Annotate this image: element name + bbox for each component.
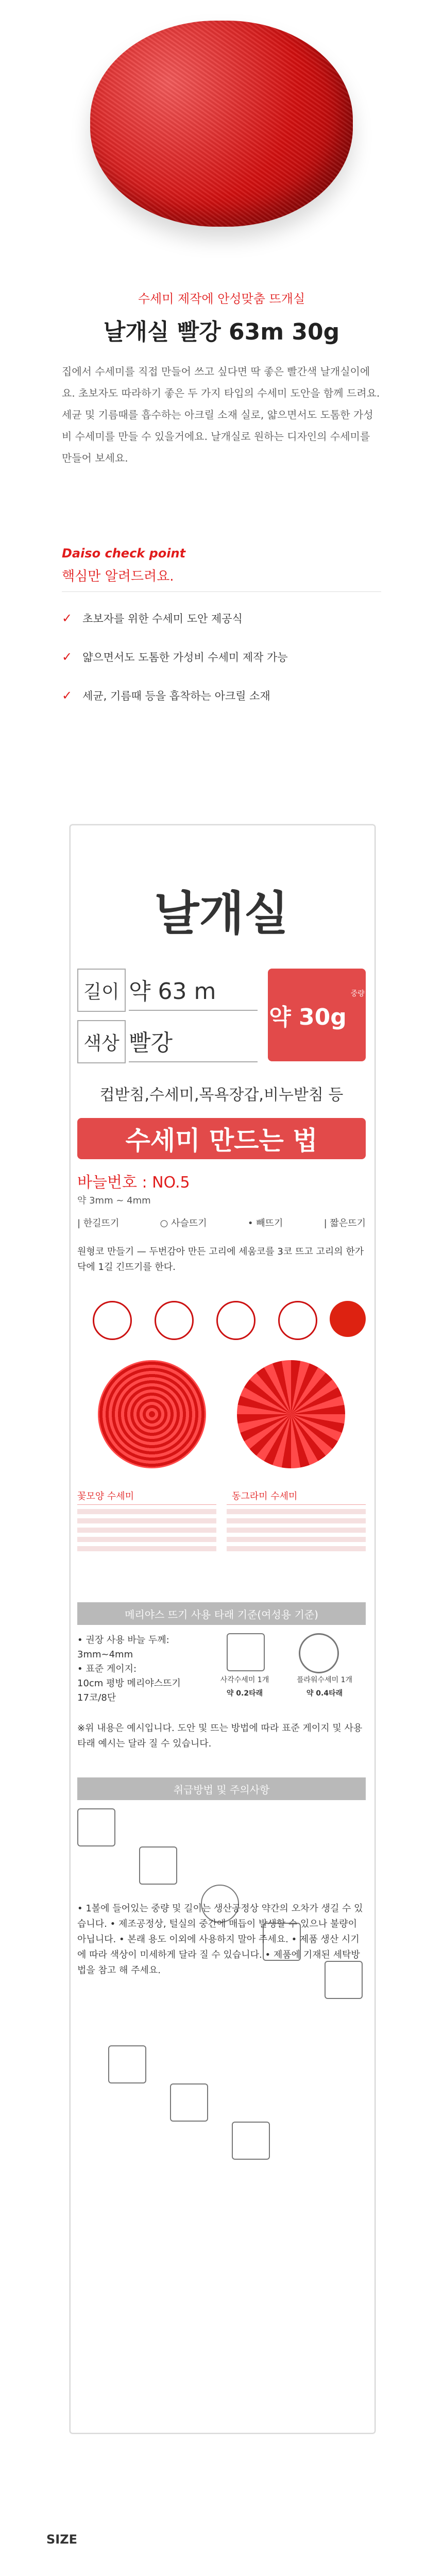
gauge-title: 메리야스 뜨기 사용 타래 기준(여성용 기준) [125,1608,318,1621]
gauge-details: • 권장 사용 바늘 두께: 3mm~4mm • 표준 게이지: 10cm 평방 메리야스뜨기 17코/8단 사각수세미 1개 약 0.2타래 플라워수세미 1개 약 0.4타래 [77,1633,366,1716]
care-banner [77,1777,366,1800]
length-value: 약 63 m [129,978,216,1005]
no-wring-icon [232,2122,270,2160]
length-label: 길이 [83,981,120,1003]
flower-scrubber-image [98,1360,206,1468]
check-icon: ✓ [62,611,73,625]
label-specs [77,969,366,1072]
size-label: SIZE [46,2532,78,2547]
gauge-note: ※위 내용은 예시입니다. 도안 및 뜨는 방법에 따라 표준 게이지 및 사용 타래 예시는 달라 질 수 있습니다. [77,1723,363,1749]
ring-note: 원형코 만들기 — 두번감아 만든 고리에 세움코를 3코 뜨고 고리의 한가닥에 1길 긴뜨기를 한다. [77,1246,364,1273]
gauge-banner [77,1602,366,1625]
ring-diagram [77,1288,366,1345]
needle-label: 바늘번호 : NO.5 [77,1174,190,1192]
color-value: 빨강 [129,1030,173,1056]
check-point-item: ✓ 초보자를 위한 수세미 도안 제공식 [62,611,243,625]
no-tumble-dry-icon [108,2045,146,2083]
needle-range: 약 3mm ~ 4mm [77,1195,151,1206]
check-icon: ✓ [62,650,73,664]
stitch-item: | 한길뜨기 [77,1218,120,1229]
stitch-item: • 빼뜨기 [247,1218,283,1229]
care-title: 취급방법 및 주의사항 [173,1783,270,1796]
circle-scrubber-image [237,1360,345,1468]
weight-note: 중량 [350,990,365,998]
care-icons [77,1808,366,1891]
check-icon: ✓ [62,688,73,703]
how-to-banner [77,1118,366,1159]
check-point-item: ✓ 세균, 기름때 등을 흡착하는 아크릴 소재 [62,688,270,703]
label-title: 날개실 [154,887,289,941]
gauge-item-flower: 플라워수세미 1개 약 0.4타래 [296,1676,353,1698]
pattern-a-title: 꽃모양 수세미 [77,1491,134,1502]
no-bleach-icon [139,1846,177,1885]
check-point-label: Daiso check point [62,546,186,561]
shade-dry-icon [170,2083,208,2122]
pattern-b-title: 동그라미 수세미 [232,1491,298,1502]
check-point-heading: 핵심만 알려드려요. [62,569,174,584]
yarn-hero-image [90,21,353,227]
weight-badge [268,969,366,1061]
stitch-legend [77,1216,366,1229]
hero-subtitle: 수세미 제작에 안성맞춤 뜨개실 [138,292,305,306]
weight-value: 약 30g [269,1004,347,1030]
color-label: 색상 [83,1032,120,1054]
how-to-title: 수세미 만드는 법 [125,1126,318,1156]
square-scrubber-icon [227,1633,265,1671]
check-point-divider [62,591,381,592]
check-point-item: ✓ 얇으면서도 도톰한 가성비 수세미 제작 가능 [62,650,288,664]
stitch-item: ○ 사슬뜨기 [160,1218,207,1229]
hand-wash-icon [77,1808,115,1846]
hero-title: 날개실 빨강 63m 30g [103,319,340,345]
stitch-item: | 짧은뜨기 [323,1218,366,1229]
gauge-item-square: 사각수세미 1개 약 0.2타래 [220,1676,269,1698]
hero-description: 집에서 수세미를 직접 만들어 쓰고 싶다면 딱 좋은 빨간색 날개실이에요. 초보자도 따라하기 좋은 두 가지 타입의 수세미 도안을 함께 드려요. 세균 및 기름때를 흡수하는 아크릴 소재 실로, 얇으면서도 도톰한 가성비 수세미를 만들 수 있을거에요. 날개실로 원하는 디자인의 수세미를 만들어 보세요. [62,365,380,464]
care-text: • 1볼에 들어있는 중량 및 길이는 생산공정상 약간의 오차가 생길 수 있습니다. • 제조공정상, 털실의 중간에 매듭이 발생할 수 있으나 불량이 아닙니다. • 본래 용도 이외에 사용하지 말아 주세요. • 제품 생산 시기에 따라 색상이 미세하게 달라 질 수 있습니다. • 제품에 기재된 세탁방법을 참고 해 주세요. [77,1903,363,1976]
label-uses: 컵받침,수세미,목욕장갑,비누받침 등 [99,1086,344,1104]
pattern-instructions [77,1504,366,1582]
flower-scrubber-icon [299,1633,339,1673]
